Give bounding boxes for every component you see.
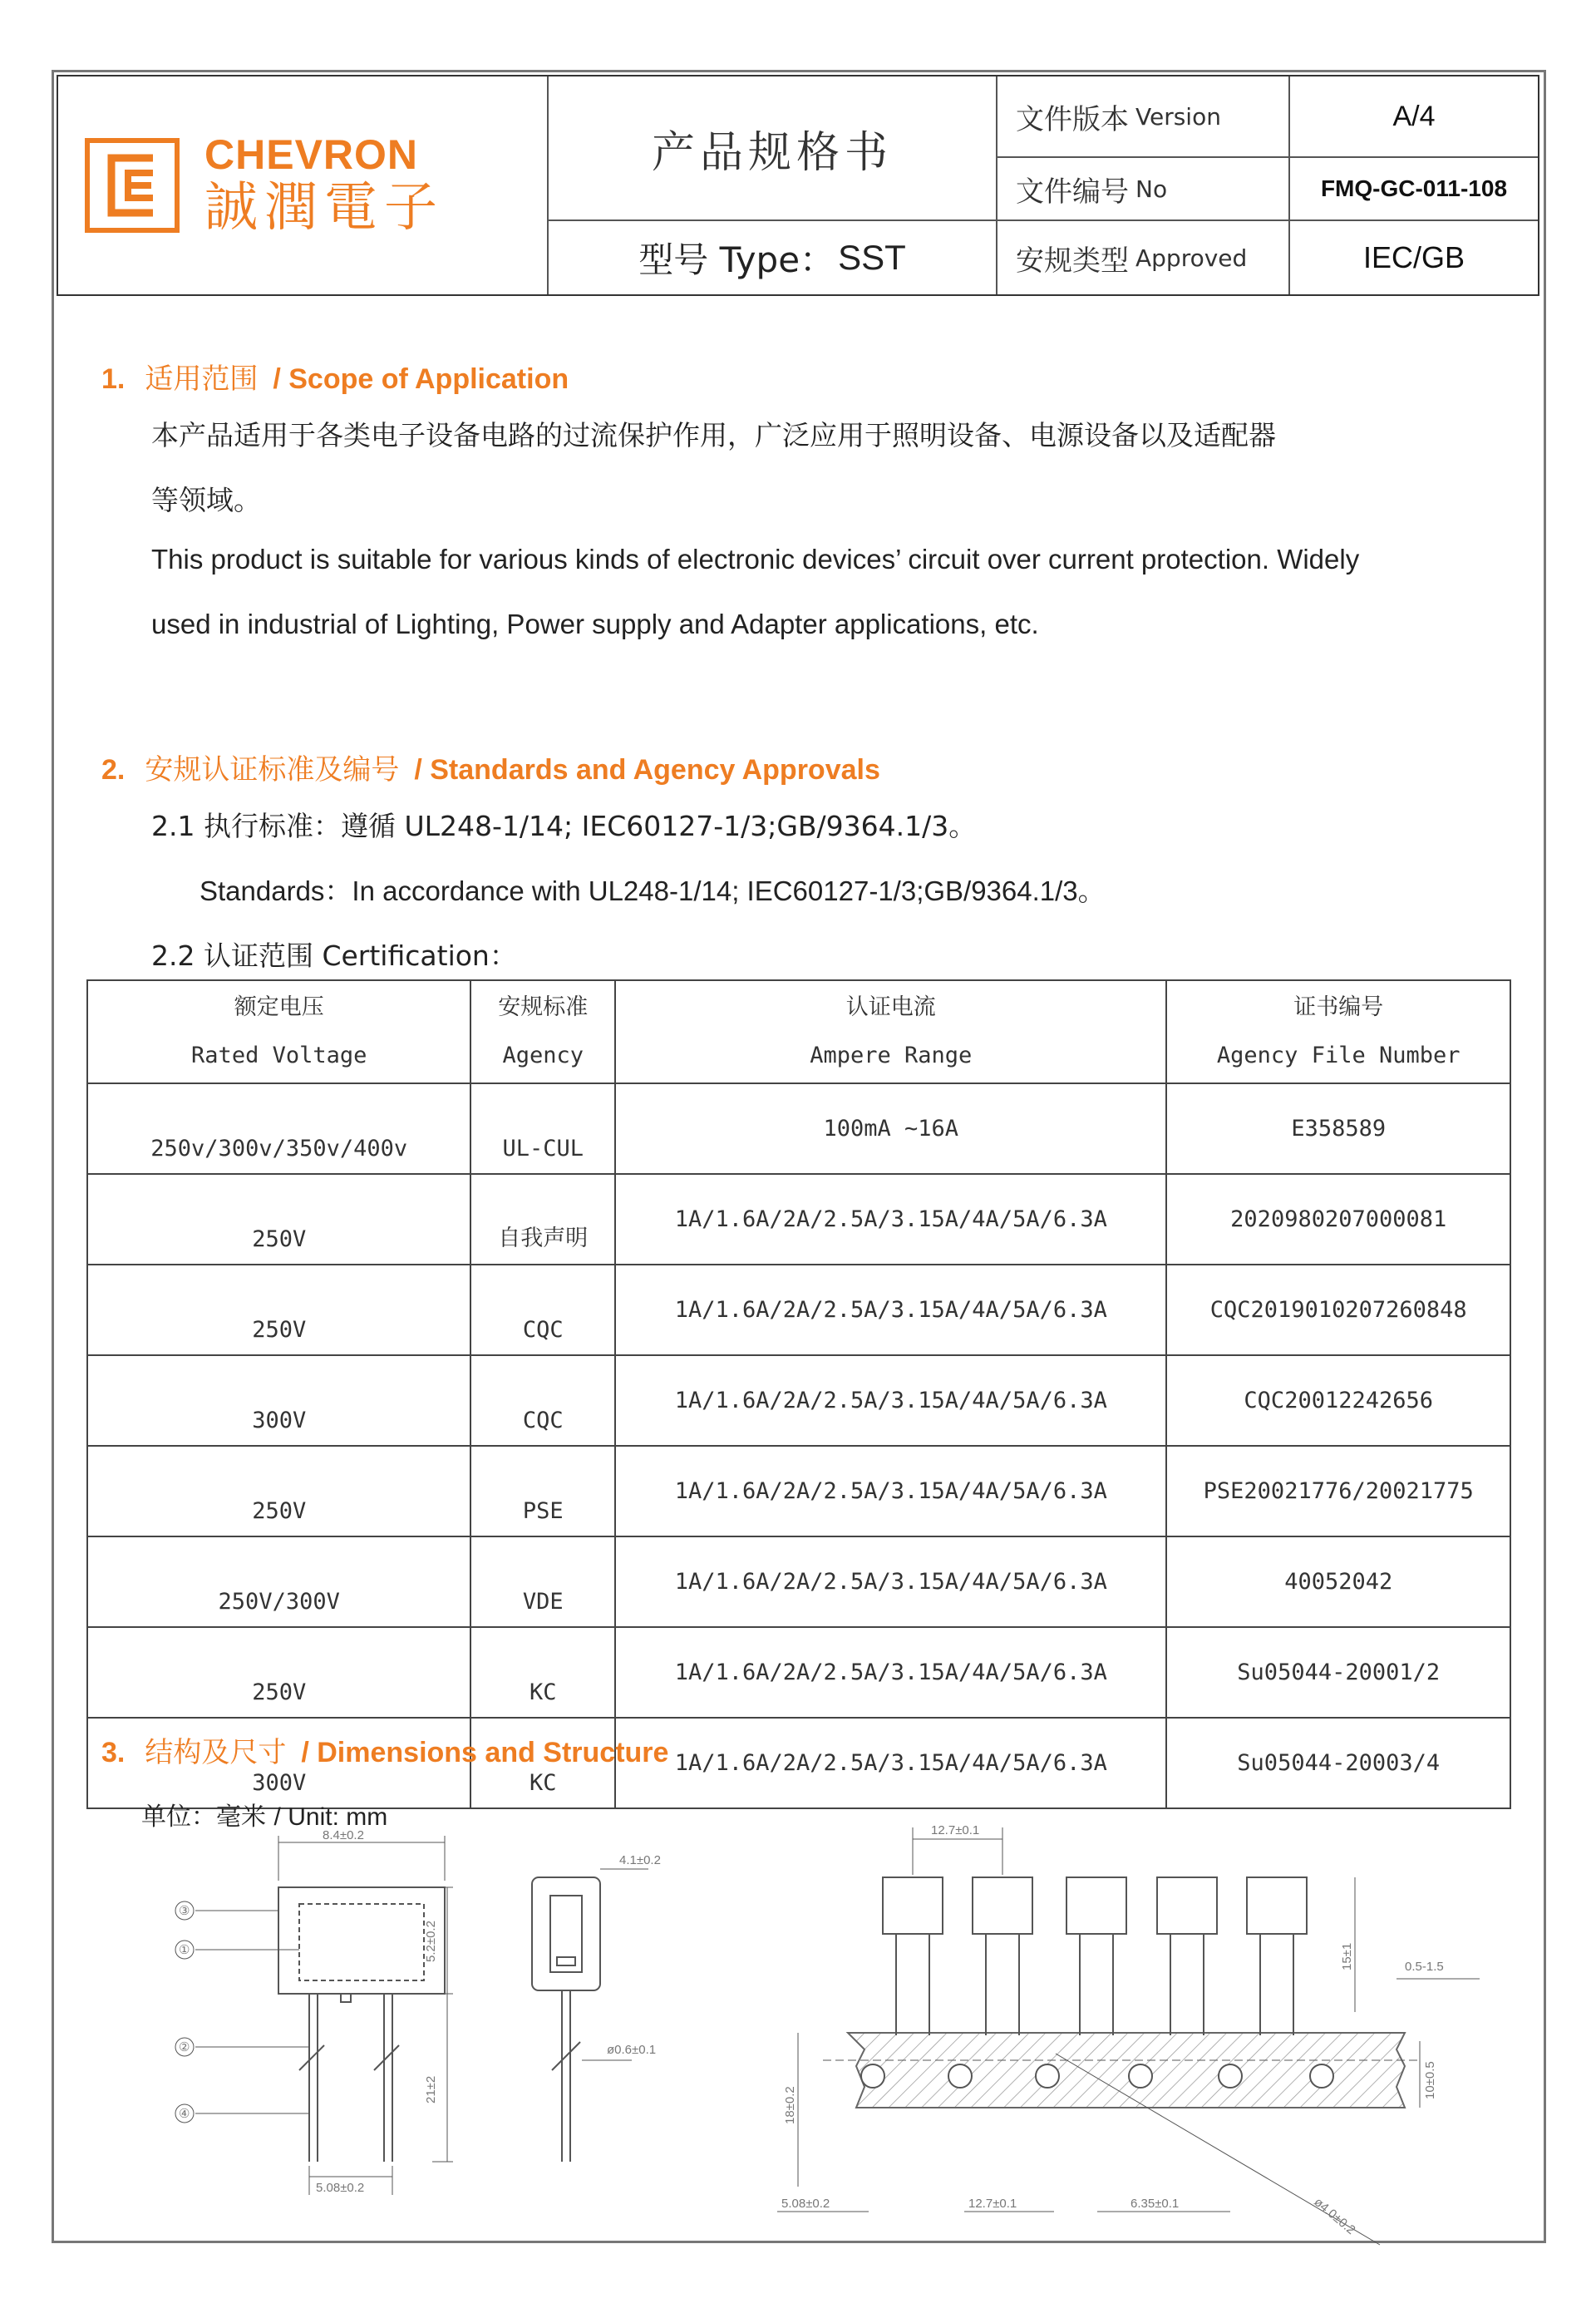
cell-voltage: 250V [87, 1446, 470, 1536]
header-file-number: 证书编号 Agency File Number [1166, 980, 1510, 1083]
scope-text-cn-1: 本产品适用于各类电子设备电路的过流保护作用，广泛应用于照明设备、电源设备以及适配器 [151, 419, 1276, 451]
scope-text-en-2: used in industrial of Lighting, Power supply and Adapter applications, etc. [151, 609, 1039, 639]
dim-tape-width: 18±0.2 [783, 2086, 797, 2124]
cell-agency: PSE [470, 1446, 615, 1536]
cell-ampere: 1A/1.6A/2A/2.5A/3.15A/4A/5A/6.3A [615, 1718, 1166, 1808]
header-agency: 安规标准 Agency [470, 980, 615, 1083]
cell-file-number: CQC2019010207260848 [1166, 1265, 1510, 1355]
cell-agency: CQC [470, 1265, 615, 1355]
dim-body-height: 5.2±0.2 [424, 1921, 438, 1962]
version-label: 文件版本 Version [998, 76, 1290, 158]
cell-agency: VDE [470, 1536, 615, 1627]
cell-ampere: 1A/1.6A/2A/2.5A/3.15A/4A/5A/6.3A [615, 1536, 1166, 1627]
docno-label: 文件编号 No [998, 158, 1290, 221]
scope-text-cn-2: 等领域。 [151, 484, 261, 516]
cell-voltage: 250V [87, 1265, 470, 1355]
version-value: A/4 [1290, 76, 1538, 158]
cell-ampere: 1A/1.6A/2A/2.5A/3.15A/4A/5A/6.3A [615, 1174, 1166, 1265]
dim-side-width: 4.1±0.2 [619, 1853, 661, 1867]
fuse-side-view [532, 1869, 648, 2162]
fuse-front-view [175, 1836, 453, 2195]
dim-front-width: 8.4±0.2 [323, 1828, 364, 1842]
dim-lead-dia: ø0.6±0.1 [607, 2043, 657, 2057]
unit-label: 单位：毫米 / Unit: mm [141, 1803, 388, 1832]
cell-agency: UL-CUL [470, 1083, 615, 1174]
header-rated-voltage: 额定电压 Rated Voltage [87, 980, 470, 1083]
dim-tape-pitch: 12.7±0.1 [931, 1823, 980, 1837]
cell-file-number: 2020980207000081 [1166, 1174, 1510, 1265]
dim-hole-pitch: 12.7±0.1 [968, 2197, 1017, 2211]
standards-cn: 2.1 执行标准：遵循 UL248-1/14; IEC60127-1/3;GB/9364.1/3。 [151, 810, 977, 842]
cell-ampere: 1A/1.6A/2A/2.5A/3.15A/4A/5A/6.3A [615, 1355, 1166, 1446]
certification-title: 2.2 认证范围 Certification： [151, 940, 517, 972]
dim-lead-pos: 5.08±0.2 [781, 2197, 830, 2211]
cell-agency: KC [470, 1718, 615, 1808]
approved-value: IEC/GB [1362, 240, 1465, 274]
logo-name-cn: 誠潤電子 [204, 176, 444, 239]
cell-voltage: 300V [87, 1355, 470, 1446]
cell-ampere: 1A/1.6A/2A/2.5A/3.15A/4A/5A/6.3A [615, 1446, 1166, 1536]
cell-file-number: CQC20012242656 [1166, 1355, 1510, 1446]
cell-agency: 自我声明 [470, 1174, 615, 1265]
scope-text-en-1: This product is suitable for various kinds of electronic devices’ circuit over current protection. Widely [151, 544, 1360, 575]
dim-hole-row: 10±0.5 [1423, 2061, 1437, 2099]
dim-hole-offset: 6.35±0.1 [1130, 2197, 1180, 2211]
cell-file-number: Su05044-20001/2 [1166, 1627, 1510, 1718]
section2-title: 2. 安规认证标准及编号 / Standards and Agency Approvals [101, 753, 880, 787]
callout-4: ④ [179, 2107, 190, 2121]
cell-voltage: 250V [87, 1627, 470, 1718]
doc-title: 产品规格书 [549, 76, 998, 221]
callout-2: ② [179, 2040, 190, 2054]
cell-voltage: 250v/300v/350v/400v [87, 1083, 470, 1174]
cell-agency: CQC [470, 1355, 615, 1446]
section3-title: 3. 结构及尺寸 / Dimensions and Structure [101, 1736, 669, 1769]
docno-value: FMQ-GC-011-108 [1290, 158, 1538, 221]
standards-en: Standards：In accordance with UL248-1/14; IEC60127-1/3;GB/9364.1/3。 [200, 875, 1106, 906]
dim-tape-offset: 0.5-1.5 [1405, 1960, 1444, 1974]
type-label: 型号 Type： [638, 239, 835, 280]
cell-voltage: 250V [87, 1174, 470, 1265]
callout-3: ③ [179, 1904, 190, 1918]
tape-reel-drawing [777, 1827, 1480, 2245]
cell-ampere: 1A/1.6A/2A/2.5A/3.15A/4A/5A/6.3A [615, 1265, 1166, 1355]
logo-name-en: CHEVRON [204, 131, 419, 178]
type-value: SST [838, 238, 906, 277]
callout-1: ① [179, 1943, 190, 1957]
cell-voltage: 300V [87, 1718, 470, 1808]
cell-ampere: 1A/1.6A/2A/2.5A/3.15A/4A/5A/6.3A [615, 1627, 1166, 1718]
cell-file-number: 40052042 [1166, 1536, 1510, 1627]
cell-file-number: PSE20021776/20021775 [1166, 1446, 1510, 1536]
dim-lead-length: 21±2 [424, 2075, 438, 2103]
dim-tape-height: 15±1 [1340, 1942, 1354, 1970]
cell-file-number: E358589 [1166, 1083, 1510, 1174]
dim-hole-dia: ø4.0±0.2 [1311, 2195, 1358, 2238]
dim-lead-pitch: 5.08±0.2 [316, 2181, 365, 2195]
cell-voltage: 250V/300V [87, 1536, 470, 1627]
section1-title: 1. 适用范围 / Scope of Application [101, 362, 569, 396]
cell-file-number: Su05044-20003/4 [1166, 1718, 1510, 1808]
cell-ampere: 100mA ~16A [615, 1083, 1166, 1174]
approved-label: 安规类型 Approved [998, 221, 1290, 294]
cell-agency: KC [470, 1627, 615, 1718]
header-ampere-range: 认证电流 Ampere Range [615, 980, 1166, 1083]
